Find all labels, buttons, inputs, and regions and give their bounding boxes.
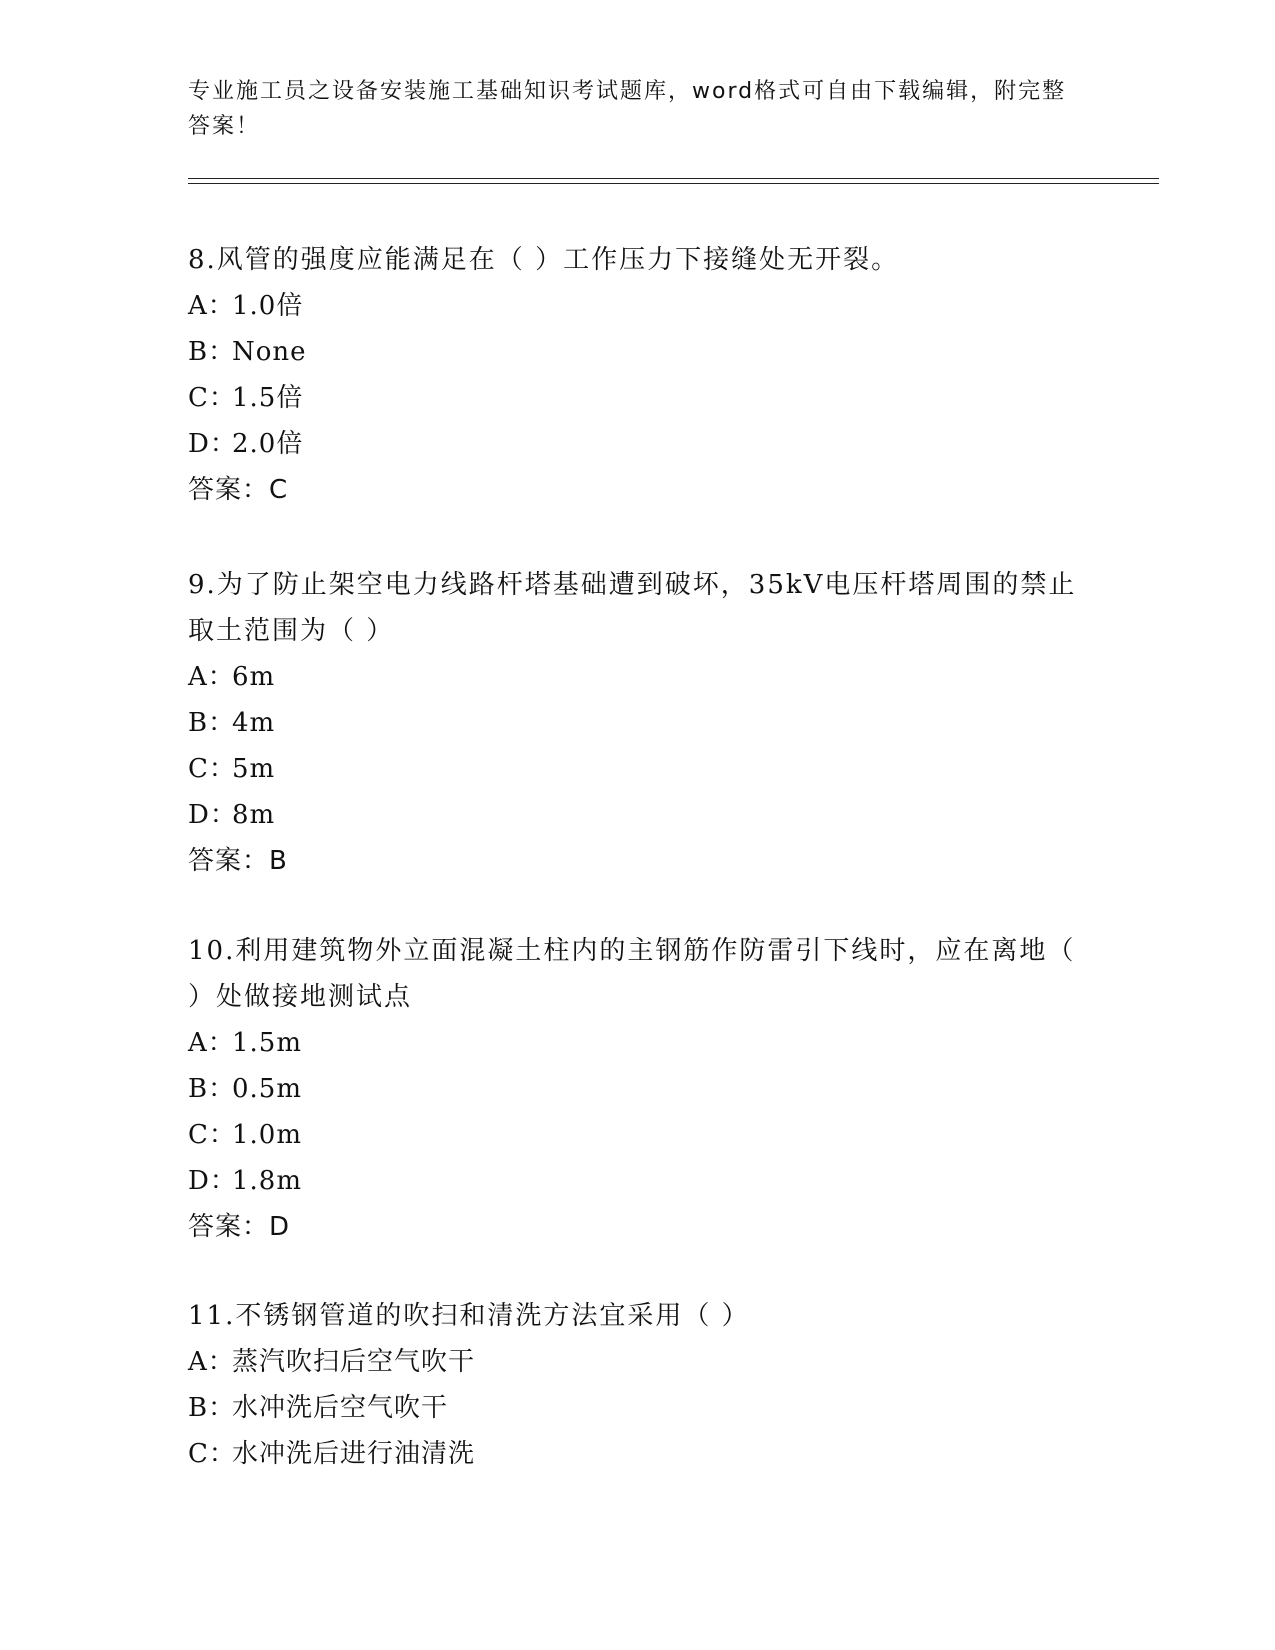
question-8 bbox=[188, 237, 1088, 513]
option-text: 水冲洗后空气吹干 bbox=[232, 1393, 449, 1423]
question-stem: 10.利用建筑物外立面混凝土柱内的主钢筋作防雷引下线时，应在离地（ ）处做接地测试点 bbox=[188, 936, 1076, 1012]
question-stem: 9.为了防止架空电力线路杆塔基础遭到破坏，35kV电压杆塔周围的禁止取土范围为（ ） bbox=[188, 570, 1077, 646]
option-d bbox=[188, 792, 1088, 838]
header-divider-line bbox=[188, 183, 1159, 184]
option-c bbox=[188, 1112, 1088, 1158]
option-text: 1.5m bbox=[232, 1028, 303, 1058]
option-text: 8m bbox=[232, 800, 276, 830]
option-letter: C： bbox=[188, 1439, 236, 1469]
option-a bbox=[188, 654, 1088, 700]
option-letter: B： bbox=[188, 337, 236, 367]
option-a bbox=[188, 283, 1088, 329]
option-letter: C： bbox=[188, 1120, 236, 1150]
option-text: 0.5m bbox=[232, 1074, 303, 1104]
option-text: 6m bbox=[232, 662, 276, 692]
option-letter: C： bbox=[188, 383, 236, 413]
option-b bbox=[188, 329, 1088, 375]
option-b bbox=[188, 1385, 1088, 1431]
question-11 bbox=[188, 1293, 1088, 1477]
document-header-title: 专业施工员之设备安装施工基础知识考试题库，word格式可自由下载编辑，附完整答案！ bbox=[188, 79, 1067, 139]
option-text: None bbox=[232, 337, 307, 367]
option-c bbox=[188, 746, 1088, 792]
question-stem: 8.风管的强度应能满足在（ ）工作压力下接缝处无开裂。 bbox=[188, 245, 900, 275]
option-letter: B： bbox=[188, 1393, 236, 1423]
question-stem: 11.不锈钢管道的吹扫和清洗方法宜采用（ ） bbox=[188, 1301, 750, 1331]
option-b bbox=[188, 1066, 1088, 1112]
option-letter: D： bbox=[188, 1166, 237, 1196]
question-9 bbox=[188, 562, 1088, 884]
option-b bbox=[188, 700, 1088, 746]
option-letter: C： bbox=[188, 754, 236, 784]
option-c bbox=[188, 375, 1088, 421]
option-text: 1.8m bbox=[232, 1166, 303, 1196]
option-text: 5m bbox=[232, 754, 276, 784]
option-text: 蒸汽吹扫后空气吹干 bbox=[232, 1347, 476, 1377]
header-divider-line bbox=[188, 178, 1159, 179]
option-a bbox=[188, 1339, 1088, 1385]
option-letter: A： bbox=[188, 291, 235, 321]
question-10 bbox=[188, 928, 1088, 1250]
option-text: 2.0倍 bbox=[232, 429, 304, 459]
option-d bbox=[188, 1158, 1088, 1204]
option-c bbox=[188, 1431, 1088, 1477]
option-letter: B： bbox=[188, 708, 236, 738]
option-letter: A： bbox=[188, 1347, 235, 1377]
option-letter: D： bbox=[188, 800, 237, 830]
option-text: 1.0倍 bbox=[232, 291, 304, 321]
option-text: 4m bbox=[232, 708, 276, 738]
answer-line: 答案：B bbox=[188, 846, 288, 876]
option-letter: A： bbox=[188, 1028, 235, 1058]
option-text: 1.5倍 bbox=[232, 383, 304, 413]
option-text: 水冲洗后进行油清洗 bbox=[232, 1439, 476, 1469]
option-letter: B： bbox=[188, 1074, 236, 1104]
option-letter: D： bbox=[188, 429, 237, 459]
option-letter: A： bbox=[188, 662, 235, 692]
option-a bbox=[188, 1020, 1088, 1066]
answer-line: 答案：C bbox=[188, 475, 289, 505]
option-d bbox=[188, 421, 1088, 467]
answer-line: 答案：D bbox=[188, 1212, 291, 1242]
option-text: 1.0m bbox=[232, 1120, 303, 1150]
